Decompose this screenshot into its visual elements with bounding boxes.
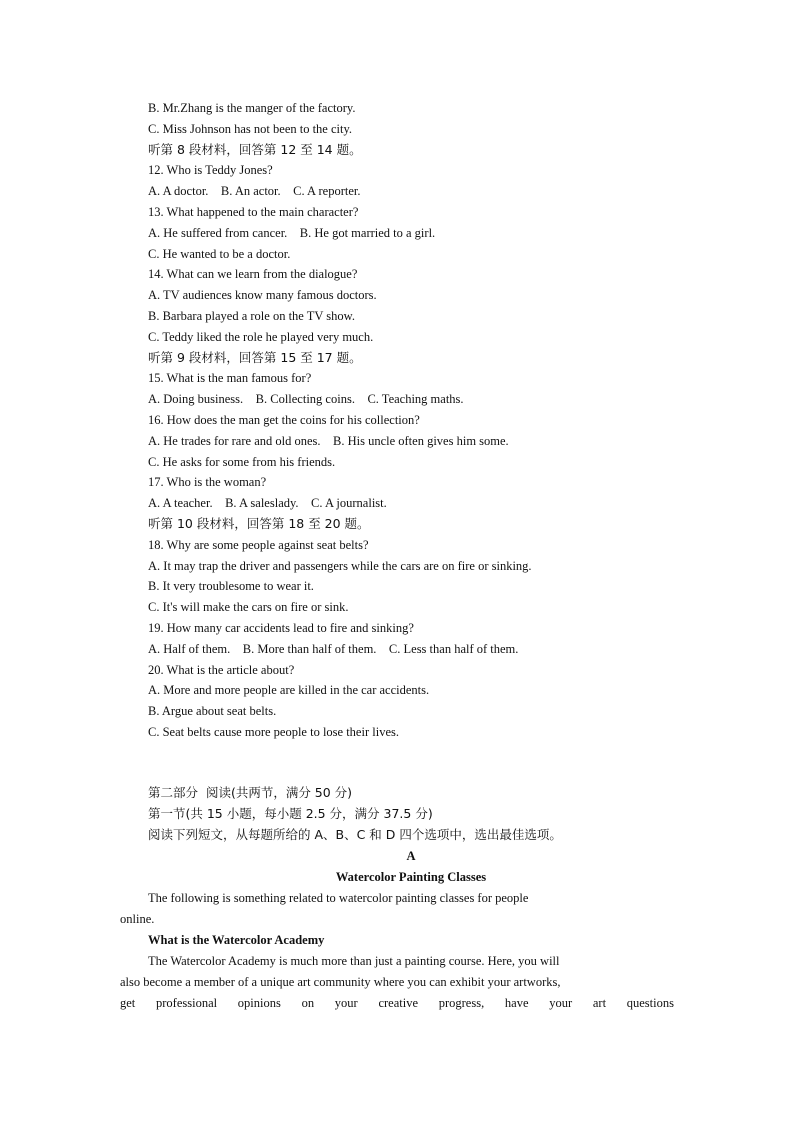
intro-line-1: The following is something related to watercolor painting classes for people [148,891,529,905]
listening-line: B. Mr.Zhang is the manger of the factory. [148,101,356,115]
listening-line: 听第 9 段材料，回答第 15 至 17 题。 [148,350,362,365]
passage-title: Watercolor Painting Classes [335,870,487,884]
listening-line: 16. How does the man get the coins for his collection? [148,413,420,427]
paragraph-line-3: get professional opinions on your creative progress, have your art questions [120,996,674,1010]
listening-line: 17. Who is the woman? [148,475,267,489]
listening-line: B. Argue about seat belts. [148,704,277,718]
paragraph-line-1: The Watercolor Academy is much more than just a painting course. Here, you will [148,954,560,968]
listening-line: A. Doing business. B. Collecting coins. C. Teaching maths. [148,392,464,406]
listening-line: A. He trades for rare and old ones. B. His uncle often gives him some. [148,434,509,448]
listening-line: C. He asks for some from his friends. [148,455,336,469]
listening-line: 18. Why are some people against seat belts? [148,538,369,552]
reading-instruction: 阅读下列短文，从每题所给的 A、B、C 和 D 四个选项中，选出最佳选项。 [148,827,562,842]
listening-line: A. A doctor. B. An actor. C. A reporter. [148,184,361,198]
listening-line: 15. What is the man famous for? [148,371,312,385]
listening-line: B. It very troublesome to wear it. [148,579,314,593]
subheading: What is the Watercolor Academy [148,933,325,947]
listening-line: 12. Who is Teddy Jones? [148,163,273,177]
listening-line: C. Miss Johnson has not been to the city. [148,122,353,136]
passage-letter: A [406,849,416,863]
listening-line: A. He suffered from cancer. B. He got married to a girl. [148,226,436,240]
listening-line: 14. What can we learn from the dialogue? [148,267,358,281]
listening-line: 19. How many car accidents lead to fire and sinking? [148,621,414,635]
part2-heading: 第二部分 阅读(共两节，满分 50 分) [148,785,353,800]
listening-line: 20. What is the article about? [148,663,295,677]
listening-line: C. It's will make the cars on fire or sink. [148,600,349,614]
listening-line: A. A teacher. B. A saleslady. C. A journalist. [148,496,387,510]
listening-line: B. Barbara played a role on the TV show. [148,309,356,323]
listening-line: 听第 8 段材料，回答第 12 至 14 题。 [148,142,362,157]
listening-line: A. It may trap the driver and passengers while the cars are on fire or sinking. [148,559,532,573]
paragraph-line-2: also become a member of a unique art community where you can exhibit your artworks, [120,975,561,989]
listening-line: A. TV audiences know many famous doctors. [148,288,377,302]
intro-line-2: online. [120,912,155,926]
listening-line: 听第 10 段材料，回答第 18 至 20 题。 [148,516,370,531]
listening-line: C. Seat belts cause more people to lose their lives. [148,725,399,739]
listening-line: 13. What happened to the main character? [148,205,359,219]
listening-line: C. He wanted to be a doctor. [148,247,291,261]
listening-line: A. Half of them. B. More than half of them. C. Less than half of them. [148,642,519,656]
section1-heading: 第一节(共 15 小题，每小题 2.5 分，满分 37.5 分) [148,806,433,821]
listening-line: A. More and more people are killed in the car accidents. [148,683,430,697]
listening-line: C. Teddy liked the role he played very much. [148,330,374,344]
